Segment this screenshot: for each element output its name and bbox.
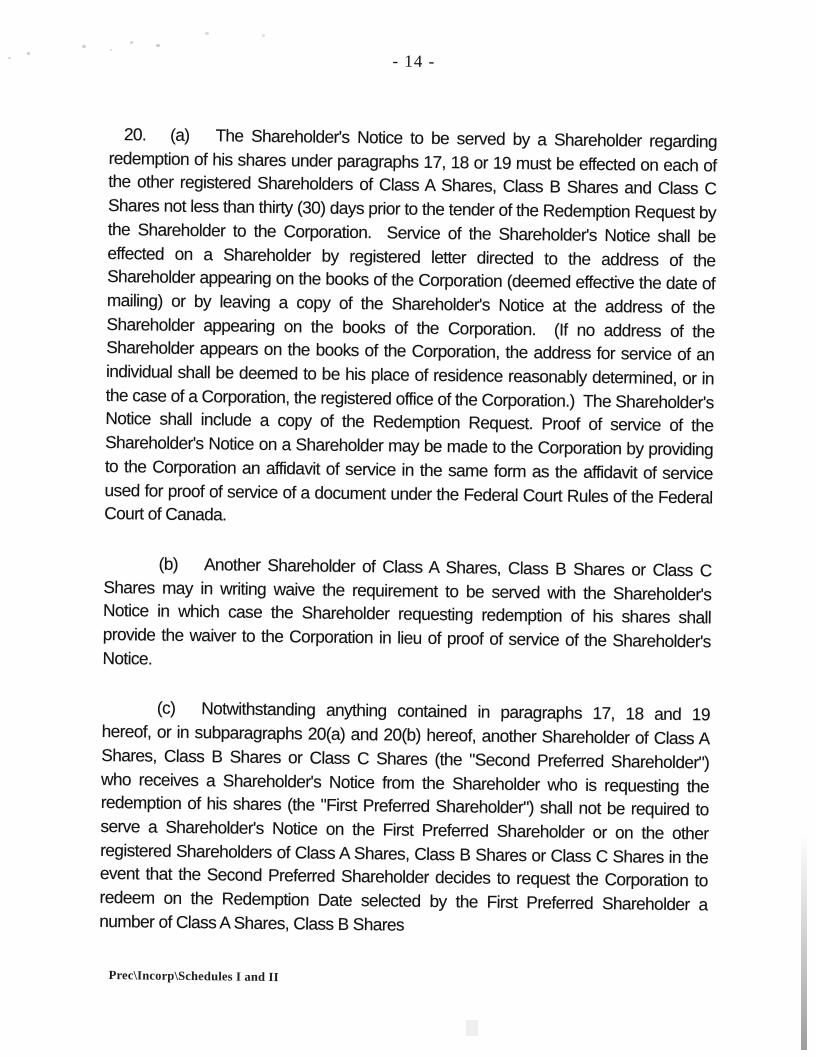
clause-text-b: Another Shareholder of Class A Shares, Class B Shares or Class C Shares may in writing waive the requirement to be served with the Shareholder's Notice in which case the Shareholder requesting redemption of his shares shall provide the waiver to the Corporation in lieu of proof of service of the Shareholder's Notice. (102, 554, 717, 669)
paragraph-number: 20. (123, 124, 147, 145)
paragraph-20c (99, 696, 715, 940)
footer-file-reference: Prec\Incorp\Schedules I and II (108, 967, 279, 984)
scan-smudge (466, 1020, 478, 1036)
clause-letter-b: (b) (158, 553, 179, 574)
scan-speck (27, 52, 30, 55)
scan-speck (130, 41, 133, 44)
scan-speck (262, 34, 265, 37)
document-content (99, 48, 722, 990)
clause-letter-c: (c) (156, 698, 176, 719)
scan-edge-artifact (801, 835, 807, 1050)
page-number: - 14 - (392, 51, 436, 71)
clause-text-a: The Shareholder's Notice to be served by a Shareholder regarding redemption of his shares under paragraphs 17, 18 or 19 must be effected on each of the other registered Shareholders of Class A Shares, Class B Shares and Class C Shares not less than thirty (30) days prior to the tender of the Redemption Request by the Shareholder to the Corporation. Service of the Shareholder's Notice shall be effected on a Shareholder by registered letter directed to the address of the Shareholder appearing on the books of the Corporation (deemed effective the date of mailing) or by leaving a copy of the Shareholder's Notice at the address of the Shareholder appearing on the books of the Corporation. (If no address of the Shareholder appears on the books of the Corporation, the address for service of an individual shall be deemed to be his place of residence reasonably determined, or in the case of a Corporation, the registered office of the Corporation.) The Shareholder's Notice shall include a copy of the Redemption Request. Proof of service of the Shareholder's Notice on a Shareholder may be made to the Corporation by providing to the Corporation an affidavit of service in the same form as the affidavit of service used for proof of service of a document under the Federal Court Rules of the Federal Court of Canada. (104, 125, 722, 525)
scan-speck (205, 32, 209, 35)
scan-speck (8, 57, 11, 59)
scan-speck (156, 44, 160, 47)
clause-text-c: Notwithstanding anything contained in paragraphs 17, 18 and 19 hereof, or in subparagraphs 20(a) and 20(b) hereof, another Shareholder of Class A Shares, Class B Shares or Class C Shares (the "Second Preferred Shareholder") who receives a Shareholder's Notice from the Shareholder who is requesting the redemption of his shares (the "First Preferred Shareholder") shall not be required to serve a Shareholder's Notice on the First Preferred Shareholder or on the other registered Shareholders of Class A Shares, Class B Shares or Class C Shares in the event that the Second Preferred Shareholder decides to request the Corporation to redeem on the Redemption Date selected by the First Preferred Shareholder a number of Class A Shares, Class B Shares (99, 698, 715, 935)
paragraph-20b (102, 552, 717, 678)
paragraph-20a (104, 123, 722, 533)
scan-speck (82, 45, 86, 48)
clause-letter-a: (a) (170, 124, 190, 145)
